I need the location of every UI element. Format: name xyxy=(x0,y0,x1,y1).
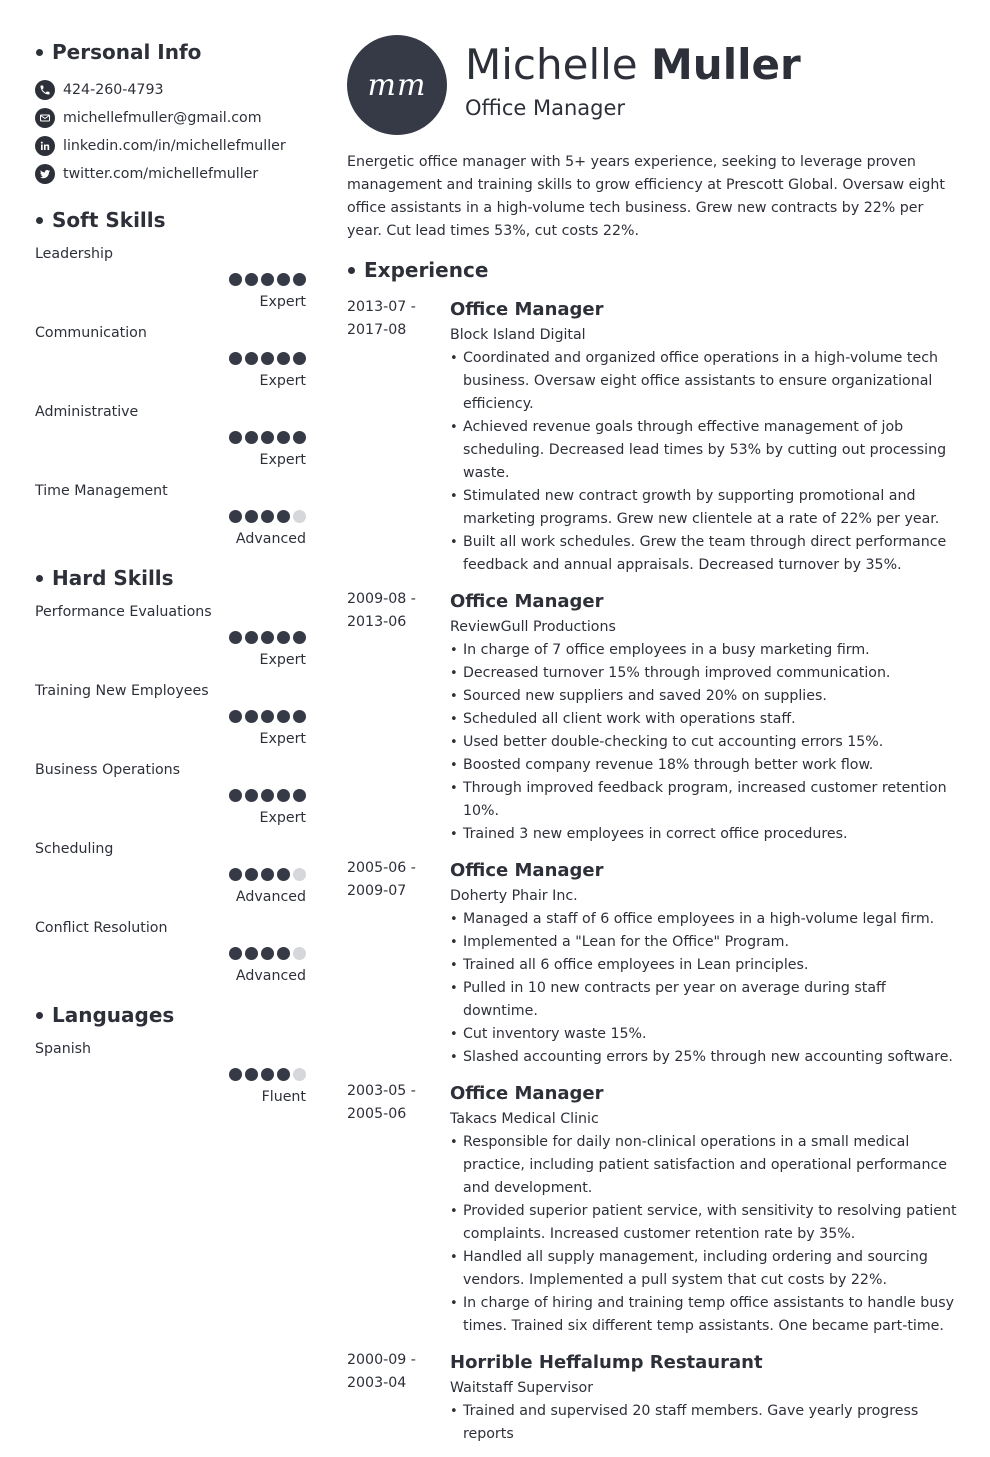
job-start-date: 2009-08 - xyxy=(347,591,416,607)
rating-dot-filled xyxy=(245,510,258,523)
skill-level: Expert xyxy=(259,452,306,468)
job-bullet: • Provided superior patient service, with sensitivity to resolving patient complaints. Increased customer retention rate by 35%. xyxy=(450,1200,957,1246)
job-bullets xyxy=(450,347,957,577)
job-start-date: 2003-05 - xyxy=(347,1083,416,1099)
job-end-date: 2005-06 xyxy=(347,1106,407,1122)
skill-level: Expert xyxy=(259,373,306,389)
skill-level: Expert xyxy=(259,731,306,747)
skill-name: Leadership xyxy=(35,246,113,262)
skill-level: Advanced xyxy=(235,531,306,547)
job-details xyxy=(450,296,957,577)
rating-dot-filled xyxy=(245,631,258,644)
job-details xyxy=(450,1349,957,1446)
skill-name: Business Operations xyxy=(35,762,181,778)
avatar-initials: mm xyxy=(367,67,427,103)
avatar xyxy=(347,35,447,135)
job-bullet: • Pulled in 10 new contracts per year on average during staff downtime. xyxy=(450,977,957,1023)
rating-dot-filled xyxy=(293,273,306,286)
rating-dot-filled xyxy=(277,631,290,644)
heading-bullet-icon xyxy=(36,49,43,56)
job-company: Doherty Phair Inc. xyxy=(450,888,578,904)
rating-dot-filled xyxy=(261,631,274,644)
job-start-date: 2013-07 - xyxy=(347,299,416,315)
rating-dot-filled xyxy=(293,431,306,444)
languages-title: Languages xyxy=(52,1003,175,1027)
email-icon xyxy=(35,108,55,128)
job-role: Office Manager xyxy=(450,860,604,881)
rating-dot-filled xyxy=(245,352,258,365)
skill-level: Expert xyxy=(259,294,306,310)
skill-name: Administrative xyxy=(35,404,139,420)
heading-bullet-icon xyxy=(36,1012,43,1019)
rating-dot-filled xyxy=(245,273,258,286)
job-dates xyxy=(347,857,450,1069)
skill-row xyxy=(35,325,306,404)
skill-row xyxy=(35,1041,306,1120)
job-bullets xyxy=(450,1400,957,1446)
rating-dot-filled xyxy=(277,352,290,365)
contact-email xyxy=(35,104,306,132)
skill-level: Advanced xyxy=(235,968,306,984)
skill-name: Time Management xyxy=(35,483,168,499)
skill-level: Advanced xyxy=(235,889,306,905)
skill-name: Performance Evaluations xyxy=(35,604,212,620)
summary-paragraph: Energetic office manager with 5+ years experience, seeking to leverage proven management and training skills to grow efficiency at Prescott Global. Oversaw eight office assistants in a high-volume tech business. Grew new contracts by 22% per year. Cut lead times 53%, cut costs 22%. xyxy=(347,154,945,239)
rating-dot-filled xyxy=(277,431,290,444)
rating-dot-empty xyxy=(293,947,306,960)
rating-dot-filled xyxy=(229,868,242,881)
rating-dot-filled xyxy=(293,789,306,802)
rating-dot-filled xyxy=(277,947,290,960)
rating-dot-filled xyxy=(229,510,242,523)
job-end-date: 2017-08 xyxy=(347,322,407,338)
job-bullet: • Cut inventory waste 15%. xyxy=(450,1023,957,1046)
job-bullet: • Achieved revenue goals through effective management of job scheduling. Decreased lead times by 53% by cutting out processing waste. xyxy=(450,416,957,485)
rating-dot-filled xyxy=(229,710,242,723)
skill-name: Spanish xyxy=(35,1041,92,1057)
rating-dot-filled xyxy=(229,1068,242,1081)
rating-dot-filled xyxy=(293,631,306,644)
skill-level: Fluent xyxy=(261,1089,306,1105)
job-company: Takacs Medical Clinic xyxy=(450,1111,599,1127)
rating-dot-filled xyxy=(277,789,290,802)
rating-dot-filled xyxy=(277,273,290,286)
rating-dot-filled xyxy=(245,789,258,802)
rating-dot-empty xyxy=(293,868,306,881)
job-end-date: 2013-06 xyxy=(347,614,407,630)
job-role: Office Manager xyxy=(450,299,604,320)
skill-name: Communication xyxy=(35,325,147,341)
job-company: Block Island Digital xyxy=(450,327,586,343)
skill-row xyxy=(35,683,306,762)
rating-dot-filled xyxy=(245,710,258,723)
skill-row xyxy=(35,483,306,562)
skill-rating xyxy=(229,789,306,802)
job-details xyxy=(450,857,957,1069)
rating-dot-filled xyxy=(229,947,242,960)
skill-rating xyxy=(229,631,306,644)
skill-row xyxy=(35,841,306,920)
job-bullet: • Sourced new suppliers and saved 20% on supplies. xyxy=(450,685,957,708)
rating-dot-filled xyxy=(229,352,242,365)
job-bullet: • Scheduled all client work with operations staff. xyxy=(450,708,957,731)
job-bullet: • Handled all supply management, including ordering and sourcing vendors. Implemented a pull system that cut costs by 22%. xyxy=(450,1246,957,1292)
job-title: Office Manager xyxy=(465,96,626,120)
job-bullets xyxy=(450,908,957,1069)
languages-list xyxy=(35,1041,306,1120)
skill-rating xyxy=(229,510,306,523)
left-column xyxy=(35,38,306,1120)
job-bullet: • Managed a staff of 6 office employees in a high-volume legal firm. xyxy=(450,908,957,931)
languages-section xyxy=(35,1001,306,1120)
heading-bullet-icon xyxy=(348,267,355,274)
skill-row xyxy=(35,246,306,325)
job-bullet: • In charge of 7 office employees in a busy marketing firm. xyxy=(450,639,957,662)
experience-title: Experience xyxy=(364,258,489,282)
phone-icon xyxy=(35,80,55,100)
experience-heading xyxy=(347,256,488,284)
job-bullet: • Built all work schedules. Grew the team through direct performance feedback and annual appraisals. Decreased turnover by 35%. xyxy=(450,531,957,577)
experience-entry xyxy=(347,1349,957,1446)
skill-name: Conflict Resolution xyxy=(35,920,168,936)
job-bullets xyxy=(450,1131,957,1338)
skill-name: Scheduling xyxy=(35,841,114,857)
skill-rating xyxy=(229,431,306,444)
job-bullet: • Decreased turnover 15% through improved communication. xyxy=(450,662,957,685)
job-company: Waitstaff Supervisor xyxy=(450,1380,594,1396)
skill-rating xyxy=(229,1068,306,1081)
job-bullet: • Responsible for daily non-clinical operations in a small medical practice, including patient satisfaction and operational performance and development. xyxy=(450,1131,957,1200)
contact-twitter xyxy=(35,160,306,188)
twitter-icon xyxy=(35,164,55,184)
experience-entry xyxy=(347,1080,957,1338)
skill-level: Expert xyxy=(259,652,306,668)
hard-skills-title: Hard Skills xyxy=(52,566,174,590)
rating-dot-filled xyxy=(261,352,274,365)
hard-skills-heading xyxy=(35,564,306,592)
soft-skills-heading xyxy=(35,206,306,234)
linkedin-text[interactable]: linkedin.com/in/michellefmuller xyxy=(63,138,286,154)
rating-dot-filled xyxy=(245,868,258,881)
job-dates xyxy=(347,1080,450,1338)
job-end-date: 2003-04 xyxy=(347,1375,407,1391)
job-details xyxy=(450,1080,957,1338)
first-name: Michelle xyxy=(465,40,638,89)
rating-dot-filled xyxy=(229,431,242,444)
job-dates xyxy=(347,1349,450,1446)
job-end-date: 2009-07 xyxy=(347,883,407,899)
skill-row xyxy=(35,762,306,841)
job-dates xyxy=(347,296,450,577)
skill-name: Training New Employees xyxy=(35,683,209,699)
skill-rating xyxy=(229,710,306,723)
rating-dot-filled xyxy=(261,868,274,881)
heading-bullet-icon xyxy=(36,217,43,224)
job-start-date: 2000-09 - xyxy=(347,1352,416,1368)
hard-skills-list xyxy=(35,604,306,999)
rating-dot-filled xyxy=(229,631,242,644)
job-bullet: • Trained 3 new employees in correct office procedures. xyxy=(450,823,957,846)
rating-dot-filled xyxy=(261,510,274,523)
rating-dot-filled xyxy=(245,431,258,444)
rating-dot-filled xyxy=(277,1068,290,1081)
personal-info-title: Personal Info xyxy=(52,40,202,64)
experience-entry xyxy=(347,588,957,846)
skill-rating xyxy=(229,352,306,365)
job-role: Office Manager xyxy=(450,591,604,612)
job-role: Horrible Heffalump Restaurant xyxy=(450,1352,763,1373)
job-start-date: 2005-06 - xyxy=(347,860,416,876)
skill-level: Expert xyxy=(259,810,306,826)
rating-dot-filled xyxy=(277,710,290,723)
rating-dot-filled xyxy=(245,947,258,960)
rating-dot-filled xyxy=(261,710,274,723)
rating-dot-filled xyxy=(261,1068,274,1081)
rating-dot-filled xyxy=(245,1068,258,1081)
twitter-text[interactable]: twitter.com/michellefmuller xyxy=(63,166,259,182)
rating-dot-filled xyxy=(261,947,274,960)
contact-linkedin xyxy=(35,132,306,160)
experience-entry xyxy=(347,857,957,1069)
skill-row xyxy=(35,404,306,483)
rating-dot-filled xyxy=(293,352,306,365)
rating-dot-filled xyxy=(229,273,242,286)
rating-dot-filled xyxy=(261,789,274,802)
rating-dot-filled xyxy=(229,789,242,802)
skill-row xyxy=(35,920,306,999)
job-details xyxy=(450,588,957,846)
contact-list xyxy=(35,76,306,188)
email-text[interactable]: michellefmuller@gmail.com xyxy=(63,110,262,126)
rating-dot-empty xyxy=(293,510,306,523)
job-company: ReviewGull Productions xyxy=(450,619,616,635)
linkedin-icon xyxy=(35,136,55,156)
rating-dot-empty xyxy=(293,1068,306,1081)
job-bullet: • Boosted company revenue 18% through better work flow. xyxy=(450,754,957,777)
job-bullet: • Trained and supervised 20 staff members. Gave yearly progress reports xyxy=(450,1400,957,1446)
languages-heading xyxy=(35,1001,306,1029)
job-bullet: • Through improved feedback program, increased customer retention 10%. xyxy=(450,777,957,823)
job-bullet: • Stimulated new contract growth by supporting promotional and marketing programs. Grew new clientele at a rate of 22% per year. xyxy=(450,485,957,531)
phone-text[interactable]: 424-260-4793 xyxy=(63,82,164,98)
job-bullet: • Slashed accounting errors by 25% through new accounting software. xyxy=(450,1046,957,1069)
full-name xyxy=(465,40,801,89)
hard-skills-section xyxy=(35,564,306,999)
skill-rating xyxy=(229,868,306,881)
job-bullet: • Coordinated and organized office operations in a high-volume tech business. Oversaw eight office assistants to ensure organizational efficiency. xyxy=(450,347,957,416)
job-role: Office Manager xyxy=(450,1083,604,1104)
rating-dot-filled xyxy=(293,710,306,723)
job-bullet: • Implemented a "Lean for the Office" Program. xyxy=(450,931,957,954)
rating-dot-filled xyxy=(261,273,274,286)
skill-row xyxy=(35,604,306,683)
experience-list xyxy=(347,296,957,1457)
job-bullet: • Trained all 6 office employees in Lean principles. xyxy=(450,954,957,977)
rating-dot-filled xyxy=(277,510,290,523)
skill-rating xyxy=(229,273,306,286)
job-bullet: • In charge of hiring and training temp office assistants to handle busy times. Trained six different temp assistants. One became part-time. xyxy=(450,1292,957,1338)
soft-skills-list xyxy=(35,246,306,562)
job-bullet: • Used better double-checking to cut accounting errors 15%. xyxy=(450,731,957,754)
soft-skills-section xyxy=(35,206,306,562)
soft-skills-title: Soft Skills xyxy=(52,208,166,232)
experience-entry xyxy=(347,296,957,577)
job-dates xyxy=(347,588,450,846)
rating-dot-filled xyxy=(261,431,274,444)
heading-bullet-icon xyxy=(36,575,43,582)
personal-info-heading xyxy=(35,38,306,66)
last-name: Muller xyxy=(651,40,801,89)
skill-rating xyxy=(229,947,306,960)
job-bullets xyxy=(450,639,957,846)
contact-phone xyxy=(35,76,306,104)
rating-dot-filled xyxy=(277,868,290,881)
